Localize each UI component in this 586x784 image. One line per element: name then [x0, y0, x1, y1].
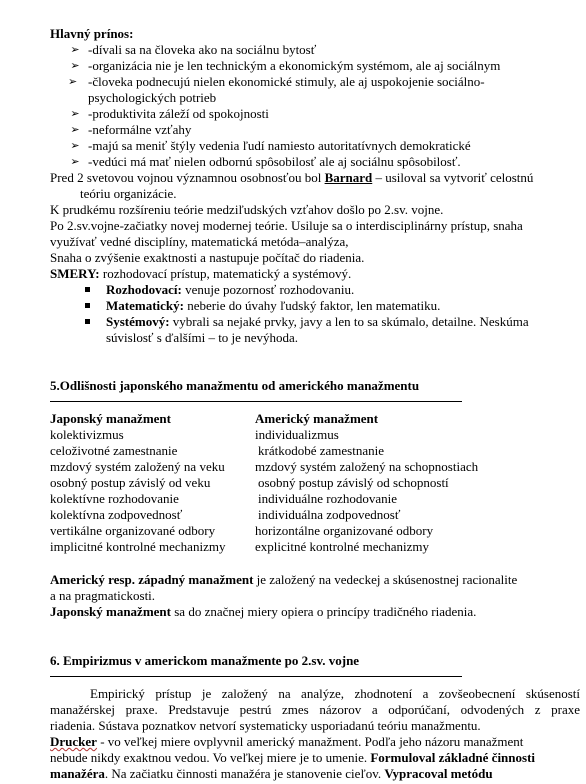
contribution-list	[50, 42, 580, 170]
table-row: kolektívne rozhodovanie individuálne rozhodovanie	[50, 491, 397, 506]
list-item: ➢ -produktivita záleží od spokojnosti	[50, 106, 580, 122]
directions-line: SMERY: rozhodovací prístup, matematický a systémový.	[50, 266, 352, 281]
table-row: osobný postup závislý od veku osobný postup závislý od schopností	[50, 475, 449, 490]
barnard-name: Barnard	[324, 170, 373, 185]
postwar-paragraph: K prudkému rozšíreniu teórie medziľudských vzťahov došlo po 2.sv. vojne.	[50, 202, 444, 217]
drucker-paragraph: Drucker - vo veľkej miere ovplyvnil americký manažment. Podľa jeho názoru manažment nebude nikdy exaktnou vedou. Vo veľkej miere je to umenie. Formuloval základné činnosti manažéra. Na začiatku činnosti manažéra je stanovenie cieľov. Vypracoval metódu	[50, 734, 536, 781]
drucker-name: Drucker	[50, 734, 97, 749]
list-item-continuation: súvislosť s ďalšími – to je nevýhoda.	[106, 330, 298, 345]
comparison-table	[50, 411, 478, 555]
directions-list	[50, 282, 580, 346]
list-item: ➢ -vedúci má mať nielen odbornú spôsobilosť ale aj sociálnu spôsobilosť.	[50, 154, 580, 170]
list-item: Matematický: neberie do úvahy ľudský faktor, len matematiku.	[50, 298, 580, 314]
arrow-bullet-icon: ➢	[70, 107, 80, 120]
main-contribution-heading: Hlavný prínos:	[50, 26, 134, 41]
arrow-bullet-icon: ➢	[70, 155, 80, 168]
list-item: ➢ -dívali sa na človeka ako na sociálnu bytosť	[50, 42, 580, 58]
arrow-bullet-icon: ➢	[70, 139, 80, 152]
list-item: ➢ -neformálne vzťahy	[50, 122, 580, 138]
arrow-bullet-icon: ➢	[68, 75, 78, 88]
list-item: Rozhodovací: venuje pozornosť rozhodovaniu.	[50, 282, 580, 298]
table-row: vertikálne organizované odbory horizontálne organizované odbory	[50, 523, 434, 538]
section-divider	[50, 676, 462, 677]
barnard-paragraph: Pred 2 svetovou vojnou významnou osobnosťou bol Barnard – usiloval sa vytvoriť celostnú teóriu organizácie.	[50, 170, 534, 201]
table-header-row: Japonský manažment Americký manažment	[50, 411, 379, 426]
arrow-bullet-icon: ➢	[70, 43, 80, 56]
section-5-title: 5.Odlišnosti japonského manažmentu od amerického manažmentu	[50, 378, 420, 393]
list-item: ➢ -majú sa meniť štýly vedenia ľudí namiesto autoritatívnych demokratické	[50, 138, 580, 154]
arrow-bullet-icon: ➢	[70, 123, 80, 136]
empiricism-paragraph: Empirický prístup je založený na analýze, zhodnotení a zovšeobecnení skúseností manažérskej praxe. Predstavuje pestrú zmes názorov a odporúčaní, odvodených z praxe riadenia. Sústava poznatkov netvorí systematicky usporiadanú teóriu manažmentu.	[50, 686, 580, 733]
square-bullet-icon	[85, 319, 90, 324]
table-row: kolektivizmus individualizmus	[50, 427, 339, 442]
modern-theory-paragraph: Po 2.sv.vojne-začiatky novej modernej teórie. Usiluje sa o interdisciplinárny prístup, snaha využívať vedné disciplíny, matematická metóda–analýza,	[50, 218, 523, 249]
arrow-bullet-icon: ➢	[70, 59, 80, 72]
section-divider	[50, 401, 462, 402]
table-row: implicitné kontrolné mechanizmy explicitné kontrolné mechanizmy	[50, 539, 429, 554]
list-item-continuation: psychologických potrieb	[88, 90, 217, 105]
list-item: Systémový: vybrali sa nejaké prvky, javy a len to sa skúmalo, detailne. Neskúma	[50, 314, 580, 330]
section-6-title: 6. Empirizmus v americkom manažmente po 2.sv. vojne	[50, 653, 360, 668]
table-row: kolektívna zodpovednosť individuálna zodpovednosť	[50, 507, 401, 522]
square-bullet-icon	[85, 303, 90, 308]
table-row: celoživotné zamestnanie krátkodobé zamestnanie	[50, 443, 384, 458]
japanese-management-paragraph: Japonský manažment sa do značnej miery opiera o princípy tradičného riadenia.	[50, 604, 477, 619]
exactness-paragraph: Snaha o zvýšenie exaktnosti a nastupuje počítač do riadenia.	[50, 250, 365, 265]
square-bullet-icon	[85, 287, 90, 292]
american-management-paragraph: Americký resp. západný manažment je založený na vedeckej a skúsenostnej racionalite a na pragmatickosti.	[50, 572, 518, 603]
list-item: ➢ -človeka podnecujú nielen ekonomické stimuly, ale aj uspokojenie sociálno-	[68, 74, 485, 89]
table-row: mzdový systém založený na veku mzdový systém založený na schopnostiach	[50, 459, 479, 474]
list-item: ➢ -organizácia nie je len technickým a ekonomickým systémom, ale aj sociálnym	[50, 58, 580, 74]
